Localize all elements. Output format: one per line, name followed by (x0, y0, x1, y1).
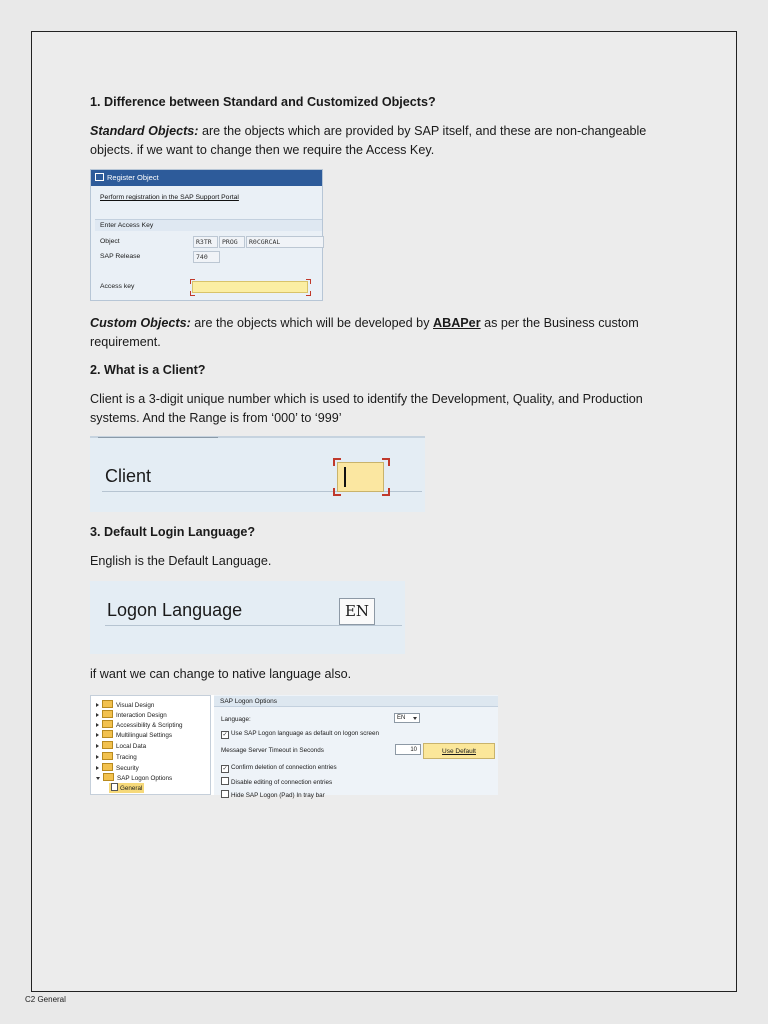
folder-icon (102, 700, 113, 708)
abaper-link: ABAPer (433, 316, 481, 330)
checkbox-unchecked[interactable] (221, 777, 229, 785)
support-portal-link[interactable]: Perform registration in the SAP Support Portal (100, 194, 239, 201)
footer-classification: C2 General (25, 995, 66, 1004)
document-icon (111, 783, 118, 791)
logon-language-screenshot (90, 581, 405, 654)
folder-icon (102, 710, 113, 718)
required-bracket-icon (333, 488, 341, 496)
required-bracket-icon (190, 279, 195, 284)
tree-item-label: Multilingual Settings (116, 732, 173, 739)
field-underline (105, 625, 402, 626)
custom-objects-paragraph (90, 314, 680, 352)
register-object-titlebar (91, 170, 322, 186)
tree-item-security[interactable] (96, 763, 139, 773)
access-key-section-header: Enter Access Key (95, 219, 322, 231)
option-label: Disable editing of connection entries (231, 779, 333, 786)
option-label: Confirm deletion of connection entries (231, 764, 337, 771)
expand-arrow-icon (96, 755, 99, 759)
folder-icon (102, 720, 113, 728)
standard-objects-text-2: objects. if we want to change then we require the Access Key. (90, 143, 435, 157)
required-bracket-icon (306, 279, 311, 284)
question-1-heading: 1. Difference between Standard and Customized Objects? (90, 95, 436, 109)
expand-arrow-icon (96, 766, 99, 770)
option-disable-editing[interactable] (221, 777, 332, 786)
default-language-text: English is the Default Language. (90, 554, 272, 568)
sap-logon-options-screenshot (90, 695, 498, 799)
expand-arrow-icon (96, 703, 99, 707)
custom-objects-text-after: as per the Business custom (480, 316, 639, 330)
options-panel-title: SAP Logon Options (214, 696, 498, 707)
access-key-label: Access key (100, 283, 135, 290)
tree-item-label: Tracing (116, 754, 137, 761)
window-icon (95, 173, 104, 181)
tree-item-label: Security (116, 765, 139, 772)
object-label: Object (100, 238, 120, 245)
timeout-label: Message Server Timeout in Seconds (221, 747, 324, 754)
checkbox-checked[interactable]: ✓ (222, 732, 228, 738)
divider (98, 437, 218, 438)
checkbox-checked[interactable]: ✓ (222, 766, 228, 772)
tree-item-label: Visual Design (116, 702, 155, 709)
client-label: Client (105, 466, 152, 486)
tree-item-sap-logon-options[interactable] (96, 773, 172, 783)
language-label: Language: (221, 716, 251, 723)
use-default-button[interactable] (423, 743, 495, 759)
logon-language-input[interactable]: EN (339, 598, 375, 625)
option-use-logon-language[interactable] (221, 730, 379, 739)
tree-item-label: Accessibility & Scripting (116, 722, 183, 729)
required-bracket-icon (306, 291, 311, 296)
expand-arrow-icon (96, 723, 99, 727)
standard-objects-paragraph (90, 122, 680, 160)
tree-item-visual-design[interactable] (96, 700, 154, 710)
client-screenshot (90, 436, 425, 512)
timeout-input[interactable]: 10 (395, 744, 421, 755)
object-field-type: PROG (219, 236, 245, 248)
standard-objects-term: Standard Objects: (90, 124, 199, 138)
question-3-heading: 3. Default Login Language? (90, 525, 256, 539)
required-bracket-icon (382, 488, 390, 496)
tree-item-general[interactable] (109, 783, 144, 793)
required-bracket-icon (190, 291, 195, 296)
checkbox-unchecked[interactable] (221, 790, 229, 798)
option-hide-in-tray[interactable] (221, 790, 325, 799)
tree-item-accessibility-scripting[interactable] (96, 720, 183, 730)
sap-release-label: SAP Release (100, 253, 141, 260)
logon-language-label: Logon Language (107, 600, 243, 620)
register-object-title: Register Object (107, 173, 159, 182)
access-key-input[interactable] (192, 281, 308, 293)
options-panel (214, 695, 498, 799)
client-text-1: Client is a 3-digit unique number which is used to identify the Development, Quality, and Production (90, 392, 643, 406)
option-label: Hide SAP Logon (Pad) In tray bar (231, 792, 325, 799)
options-tree (90, 695, 211, 795)
custom-objects-text-2: requirement. (90, 335, 161, 349)
tree-item-tracing[interactable] (96, 752, 137, 762)
tree-item-label: General (120, 785, 143, 792)
language-dropdown[interactable] (394, 713, 420, 723)
expand-arrow-icon (96, 733, 99, 737)
custom-objects-term: Custom Objects: (90, 316, 191, 330)
client-text-2: systems. And the Range is from ‘000’ to ‘999’ (90, 411, 342, 425)
native-language-note: if want we can change to native language also. (90, 667, 352, 681)
tree-item-label: Interaction Design (116, 712, 167, 719)
required-bracket-icon (382, 458, 390, 466)
expand-arrow-icon (96, 713, 99, 717)
tree-item-label: Local Data (116, 743, 147, 750)
option-confirm-deletion[interactable] (221, 764, 337, 773)
folder-open-icon (103, 773, 114, 781)
folder-icon (102, 763, 113, 771)
tree-item-local-data[interactable] (96, 741, 146, 751)
tree-item-multilingual-settings[interactable] (96, 730, 172, 740)
tree-item-label: SAP Logon Options (117, 775, 173, 782)
expand-arrow-icon (96, 744, 99, 748)
sap-release-field: 740 (193, 251, 220, 263)
client-paragraph (90, 390, 680, 428)
folder-icon (102, 741, 113, 749)
register-object-screenshot (90, 169, 323, 301)
folder-icon (102, 752, 113, 760)
collapse-arrow-icon (96, 777, 100, 780)
object-field-name: R0CGRCAL (246, 236, 324, 248)
standard-objects-text: are the objects which are provided by SAP itself, and these are non-changeable (198, 124, 647, 138)
folder-icon (102, 730, 113, 738)
use-default-label: Use Default (442, 748, 476, 755)
required-bracket-icon (333, 458, 341, 466)
question-2-heading: 2. What is a Client? (90, 363, 206, 377)
chevron-down-icon (413, 717, 417, 720)
custom-objects-text: are the objects which will be developed by (190, 316, 433, 330)
object-field-pgmid: R3TR (193, 236, 218, 248)
option-label: Use SAP Logon language as default on logon screen (231, 730, 379, 737)
tree-item-interaction-design[interactable] (96, 710, 167, 720)
text-caret (344, 467, 346, 487)
language-dropdown-value: EN (397, 715, 406, 721)
